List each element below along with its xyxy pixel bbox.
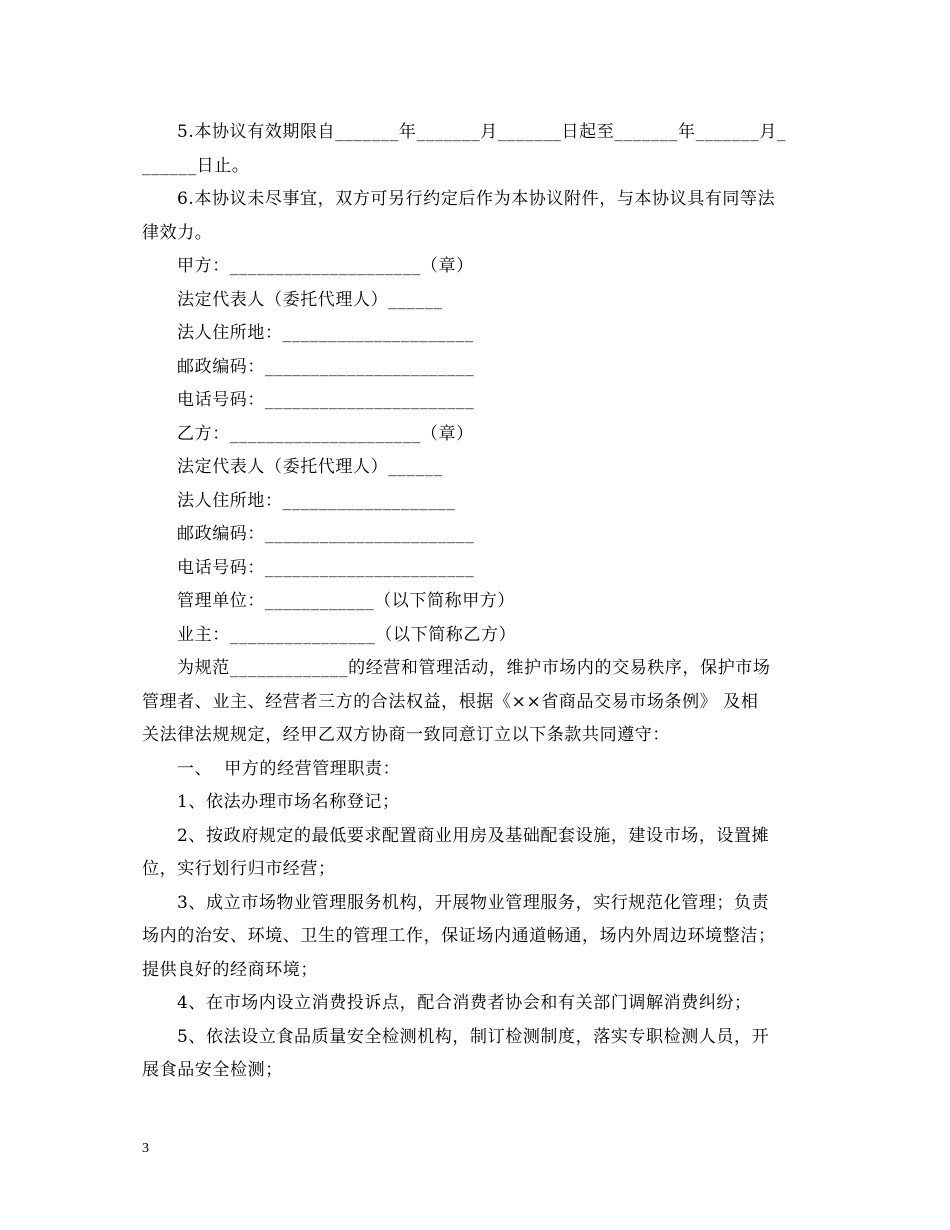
text-line: 法人住所地：___________________ <box>177 490 456 511</box>
text-line: 提供良好的经商环境； <box>142 959 318 980</box>
text-line: 位，实行划行归市经营； <box>142 859 336 879</box>
text-line: 电话号码：_______________________ <box>177 557 475 578</box>
text-line: 关法律法规规定，经甲乙双方协商一致同意订立以下条款共同遵守： <box>142 725 670 745</box>
text-line: 邮政编码：_______________________ <box>177 356 475 377</box>
text-line: 场内的治安、环境、卫生的管理工作，保证场内通道畅通，场内外周边环境整洁； <box>142 926 776 946</box>
text-line: 4、在市场内设立消费投诉点，配合消费者协会和有关部门调解消费纠纷； <box>177 993 752 1013</box>
text-line: 一、 甲方的经营管理职责： <box>177 758 401 779</box>
text-line: 邮政编码：_______________________ <box>177 524 475 544</box>
text-line: 5、依法设立食品质量安全检测机构，制订检测制度，落实专职检测人员，开 <box>177 1026 770 1047</box>
text-line: 律效力。 <box>142 222 213 243</box>
text-line: 3、成立市场物业管理服务机构，开展物业管理服务，实行规范化管理；负责 <box>177 892 770 913</box>
text-line: 5.本协议有效期限自_______年_______月_______日起至_______年_______月_ <box>177 122 787 142</box>
text-line: 甲方：_____________________（章） <box>177 256 474 276</box>
text-line: 法定代表人（委托代理人）______ <box>177 289 443 310</box>
text-line: 展食品安全检测； <box>142 1060 283 1080</box>
text-line: 业主：________________（以下简称乙方） <box>177 624 517 645</box>
text-line: 1、依法办理市场名称登记； <box>177 792 400 812</box>
text-line: ______日止。 <box>142 155 250 176</box>
text-line: 6.本协议未尽事宜，双方可另行约定后作为本协议附件，与本协议具有同等法 <box>177 189 776 209</box>
text-line: 为规范_____________的经营和管理活动，维护市场内的交易秩序，保护市场 <box>177 658 771 678</box>
text-line: 法定代表人（委托代理人）______ <box>177 457 443 477</box>
page-number: 3 <box>142 1141 149 1156</box>
document-body <box>142 116 814 1088</box>
text-line: 乙方：_____________________（章） <box>177 423 474 444</box>
text-line: 管理单位：____________（以下简称甲方） <box>177 591 515 611</box>
text-line: 管理者、业主、经营者三方的合法权益，根据《××省商品交易市场条例》 及相 <box>142 691 759 712</box>
text-line: 电话号码：_______________________ <box>177 390 475 410</box>
text-line: 2、按政府规定的最低要求配置商业用房及基础配套设施，建设市场，设置摊 <box>177 825 770 846</box>
text-line: 法人住所地：_____________________ <box>177 323 474 343</box>
